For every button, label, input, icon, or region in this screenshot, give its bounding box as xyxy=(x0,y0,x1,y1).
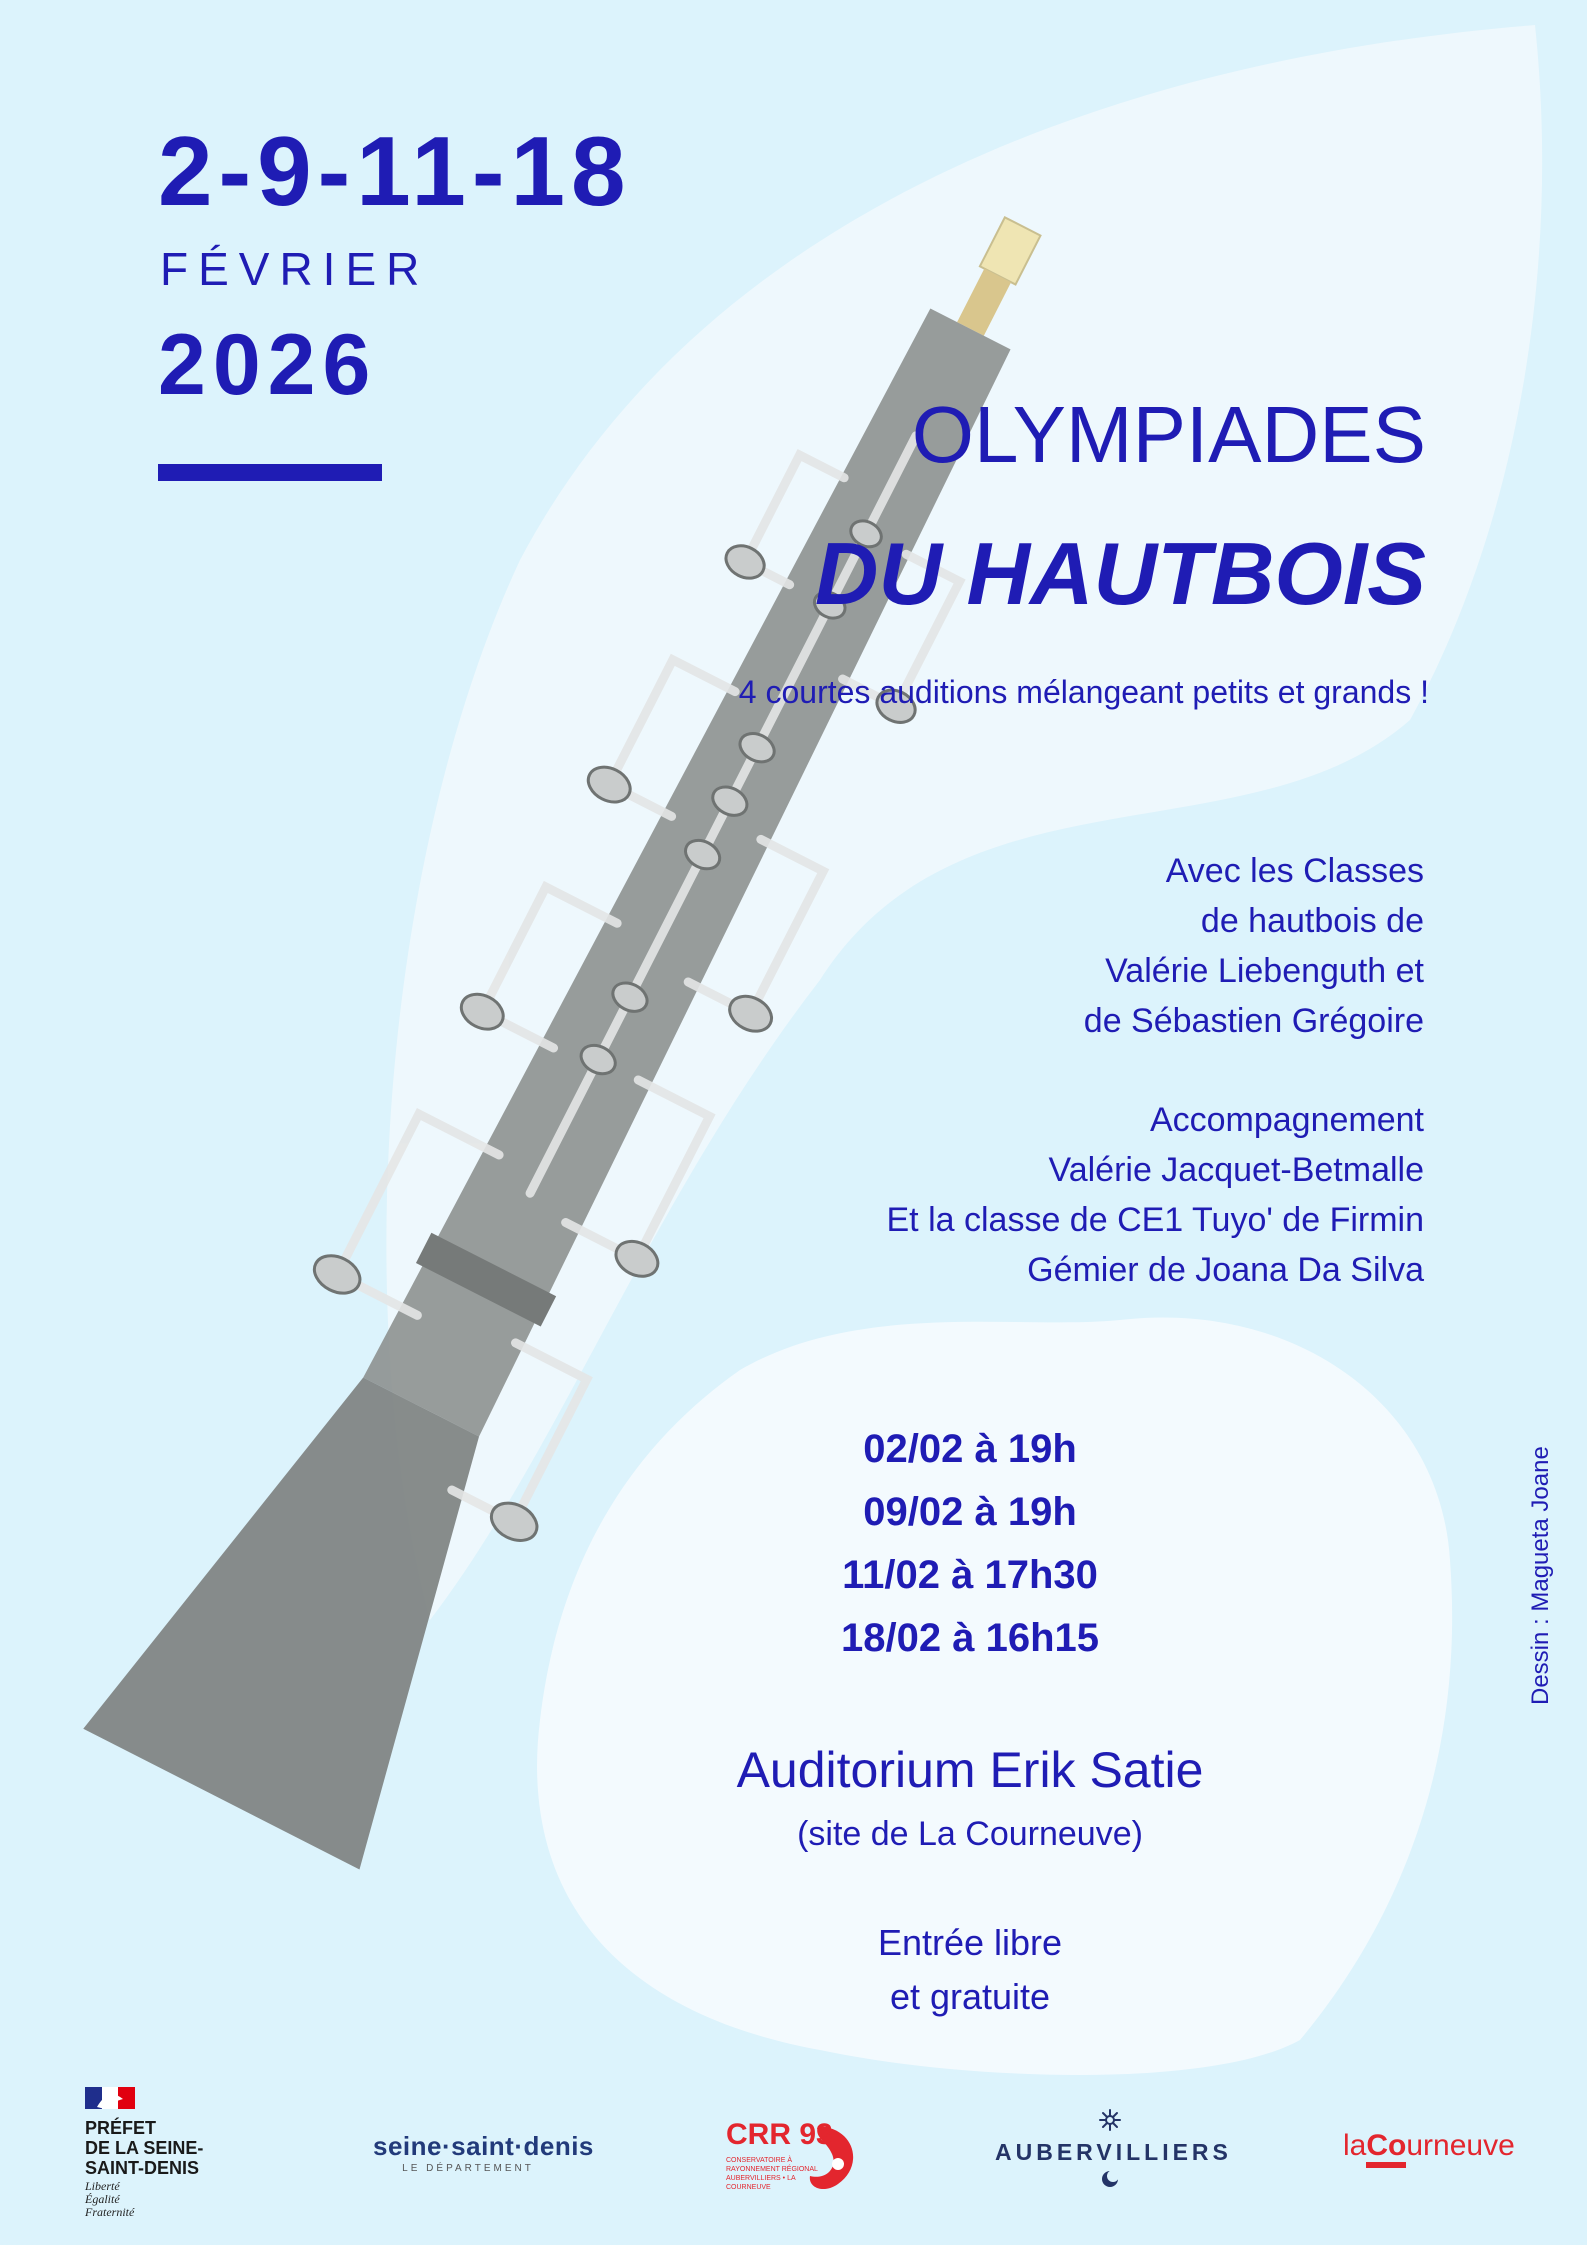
classes-line: de hautbois de xyxy=(1200,902,1424,940)
aubervilliers-logo xyxy=(995,2108,1232,2193)
star-icon xyxy=(1098,2108,1122,2132)
title-du-hautbois: DU HAUTBOIS xyxy=(814,524,1426,623)
entry-info xyxy=(745,1916,1195,2024)
accent-rule xyxy=(158,464,382,481)
venue-site: (site de La Courneuve) xyxy=(797,1815,1143,1853)
venue-name: Auditorium Erik Satie xyxy=(736,1742,1204,1798)
la-courneuve-co: Co xyxy=(1366,2129,1406,2168)
seine-saint-denis-name: seine·saint·denis xyxy=(373,2131,594,2161)
aubervilliers-name: AUBERVILLIERS xyxy=(995,2139,1232,2165)
illustration-credit: Dessin : Magueta Joane xyxy=(1527,1446,1554,1705)
seine-saint-denis-sub: LE DÉPARTEMENT xyxy=(402,2163,534,2174)
accompaniment-line: Accompagnement xyxy=(1149,1101,1424,1139)
motto-line: Fraternité xyxy=(85,2205,135,2219)
moon-icon xyxy=(1101,2170,1119,2188)
prefet-line: PRÉFET xyxy=(85,2118,157,2138)
prefet-line: DE LA SEINE- xyxy=(85,2138,204,2158)
accompaniment-line: Gémier de Joana Da Silva xyxy=(1027,1251,1424,1289)
schedule-item: 09/02 à 19h xyxy=(863,1490,1077,1534)
event-year: 2026 xyxy=(158,317,378,413)
la-courneuve-logo xyxy=(1343,2131,1515,2161)
subtitle: 4 courtes auditions mélangeant petits et grands ! xyxy=(738,674,1429,710)
event-dates: 2-9-11-18 xyxy=(158,116,632,226)
schedule-item: 11/02 à 17h30 xyxy=(842,1553,1098,1597)
la-courneuve-suffix: urneuve xyxy=(1406,2129,1515,2162)
oboe-reed-binding xyxy=(957,269,1011,336)
event-month: FÉVRIER xyxy=(160,243,430,295)
motto-line: Liberté xyxy=(85,2179,120,2193)
la-courneuve-prefix: la xyxy=(1343,2129,1367,2162)
schedule-item: 02/02 à 19h xyxy=(863,1427,1077,1471)
motto-line: Égalité xyxy=(85,2192,120,2206)
entry-line: et gratuite xyxy=(889,1976,1051,2017)
title-olympiades: OLYMPIADES xyxy=(911,390,1426,479)
classes-line: Valérie Liebenguth et xyxy=(1105,952,1424,990)
schedule-item: 18/02 à 16h15 xyxy=(841,1616,1099,1660)
crr93-logo xyxy=(726,2118,866,2196)
accompaniment-line: Et la classe de CE1 Tuyo' de Firmin xyxy=(886,1201,1424,1239)
accompaniment-block xyxy=(887,1095,1425,1295)
crr-sub-line: CONSERVATOIRE À RAYONNEMENT RÉGIONAL xyxy=(726,2157,818,2173)
prefet-line: SAINT-DENIS xyxy=(85,2158,200,2178)
seine-saint-denis-logo xyxy=(373,2131,594,2174)
classes-line: de Sébastien Grégoire xyxy=(1083,1002,1424,1040)
prefet-logo xyxy=(85,2087,203,2219)
classes-block xyxy=(1084,846,1424,1046)
marianne-icon xyxy=(85,2087,135,2109)
crr-name: CRR 93 xyxy=(726,2118,833,2151)
entry-line: Entrée libre xyxy=(877,1922,1063,1963)
schedule-list xyxy=(820,1418,1120,1670)
crr-sub-line: AUBERVILLIERS • LA COURNEUVE xyxy=(726,2175,796,2191)
classes-line: Avec les Classes xyxy=(1165,852,1424,890)
accompaniment-line: Valérie Jacquet-Betmalle xyxy=(1048,1151,1424,1189)
